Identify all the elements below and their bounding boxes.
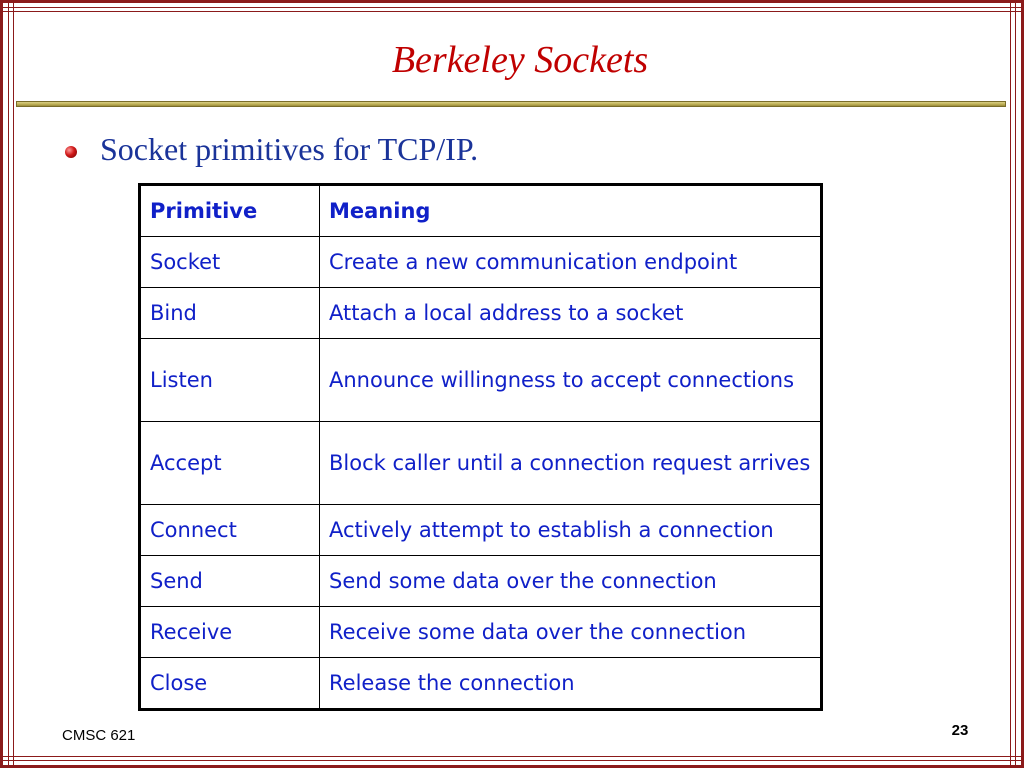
table-row [140,422,822,505]
table-row [140,505,822,556]
primitive-cell: Listen [140,339,320,422]
primitive-cell: Bind [140,288,320,339]
frame-right-border [1010,0,1024,768]
primitives-table-container [138,183,823,711]
header-meaning: Meaning [320,185,822,237]
meaning-cell: Actively attempt to establish a connection [320,505,822,556]
frame-bottom-border [0,756,1024,768]
table-row [140,237,822,288]
table-row [140,556,822,607]
meaning-cell: Create a new communication endpoint [320,237,822,288]
table-row [140,288,822,339]
meaning-cell: Announce willingness to accept connections [320,339,822,422]
table-row [140,658,822,710]
primitive-cell: Connect [140,505,320,556]
meaning-cell: Receive some data over the connection [320,607,822,658]
primitive-cell: Accept [140,422,320,505]
bullet-text: Socket primitives for TCP/IP. [100,131,479,167]
title-divider [16,101,1006,107]
primitive-cell: Receive [140,607,320,658]
page-number: 23 [951,722,969,739]
primitives-table [138,183,823,711]
footer-course-label: CMSC 621 [62,727,136,744]
primitive-cell: Socket [140,237,320,288]
table-header-row [140,185,822,237]
frame-left-border [0,0,14,768]
meaning-cell: Send some data over the connection [320,556,822,607]
table-row [140,339,822,422]
table-row [140,607,822,658]
primitive-cell: Send [140,556,320,607]
header-primitive: Primitive [140,185,320,237]
meaning-cell: Release the connection [320,658,822,710]
meaning-cell: Attach a local address to a socket [320,288,822,339]
meaning-cell: Block caller until a connection request arrives [320,422,822,505]
slide-title: Berkeley Sockets [391,39,649,81]
primitive-cell: Close [140,658,320,710]
bullet-icon [65,146,77,158]
frame-top-border [0,0,1024,12]
